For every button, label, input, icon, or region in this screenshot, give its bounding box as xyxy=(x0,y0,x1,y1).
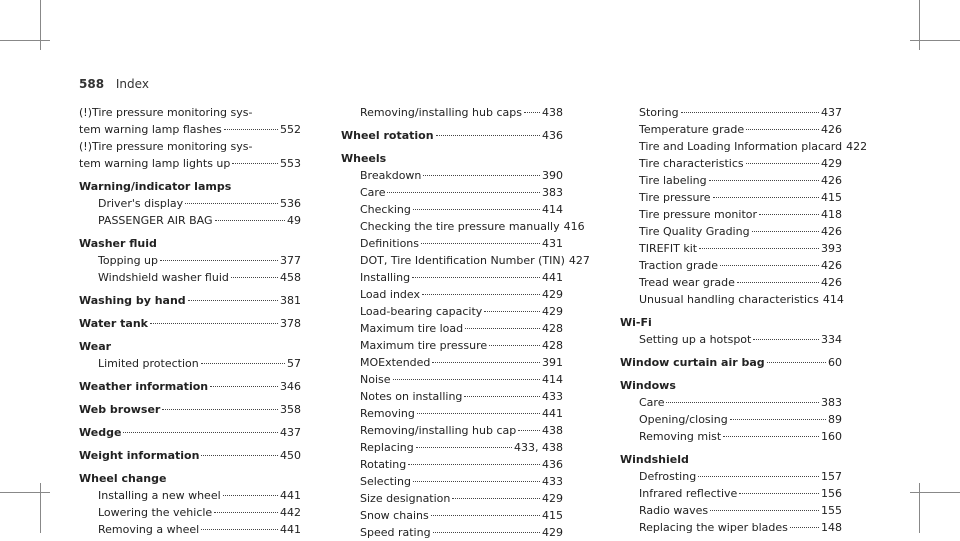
index-subentry[interactable]: Load index 429 xyxy=(360,288,563,301)
index-entry[interactable]: tem warning lamp lights up 553 xyxy=(79,157,301,170)
index-subentry[interactable]: Snow chains 415 xyxy=(360,509,563,522)
index-subentry[interactable]: Temperature grade 426 xyxy=(639,123,842,136)
page-number: 588 xyxy=(79,77,105,91)
index-subentry[interactable]: Load-bearing capacity 429 xyxy=(360,305,563,318)
index-entry[interactable]: Web browser 358 xyxy=(79,403,301,416)
index-subentry[interactable]: Unusual handling characteristics 414 xyxy=(639,293,844,306)
index-subentry[interactable]: Topping up 377 xyxy=(98,254,301,267)
index-subentry[interactable]: Opening/closing 89 xyxy=(639,413,842,426)
index-subentry[interactable]: Removing/installing hub caps 438 xyxy=(360,106,563,119)
index-subentry[interactable]: Storing 437 xyxy=(639,106,842,119)
index-subentry[interactable]: Limited protection 57 xyxy=(98,357,301,370)
crop-mark xyxy=(910,492,960,493)
index-subentry[interactable]: Infrared reflective 156 xyxy=(639,487,842,500)
index-subentry[interactable]: Setting up a hotspot 334 xyxy=(639,333,842,346)
index-subentry[interactable]: Traction grade 426 xyxy=(639,259,842,272)
crop-mark xyxy=(40,0,41,50)
index-column-3 xyxy=(620,104,868,536)
index-heading: Warning/indicator lamps xyxy=(79,180,232,193)
index-subentry[interactable]: Replacing 433, 438 xyxy=(360,441,563,454)
index-heading: Wheel change xyxy=(79,472,167,485)
index-entry[interactable]: Weather information 346 xyxy=(79,380,301,393)
index-subentry[interactable]: Replacing the wiper blades 148 xyxy=(639,521,842,534)
index-heading: Wi-Fi xyxy=(620,316,652,329)
index-subentry[interactable]: MOExtended 391 xyxy=(360,356,563,369)
index-subentry[interactable]: Rotating 436 xyxy=(360,458,563,471)
index-heading: Washer fluid xyxy=(79,237,157,250)
index-entry[interactable]: (!)Tire pressure monitoring sys- xyxy=(79,140,253,153)
index-entry[interactable]: tem warning lamp flashes 552 xyxy=(79,123,301,136)
index-entry[interactable]: (!)Tire pressure monitoring sys- xyxy=(79,106,253,119)
page-header xyxy=(79,77,149,91)
index-subentry[interactable]: Defrosting 157 xyxy=(639,470,842,483)
index-subentry[interactable]: Removing a wheel 441 xyxy=(98,523,301,536)
crop-mark xyxy=(919,483,920,533)
index-subentry[interactable]: Installing 441 xyxy=(360,271,563,284)
index-subentry[interactable]: Checking the tire pressure manually 416 xyxy=(360,220,585,233)
tire-pressure-warning-icon: (!) xyxy=(79,106,92,119)
index-subentry[interactable]: Installing a new wheel 441 xyxy=(98,489,301,502)
index-subentry[interactable]: Noise 414 xyxy=(360,373,563,386)
index-subentry[interactable]: Windshield washer fluid 458 xyxy=(98,271,301,284)
index-subentry[interactable]: Radio waves 155 xyxy=(639,504,842,517)
index-subentry[interactable]: Tire and Loading Information placard 422 xyxy=(639,140,868,153)
wheels-subentries-continued xyxy=(620,104,868,308)
index-heading: Wear xyxy=(79,340,112,353)
index-subentry[interactable]: Driver's display 536 xyxy=(98,197,301,210)
index-subentry[interactable]: Speed rating 429 xyxy=(360,526,563,539)
index-subentry[interactable]: Removing 441 xyxy=(360,407,563,420)
index-subentry[interactable]: Tire pressure monitor 418 xyxy=(639,208,842,221)
index-entry[interactable]: Water tank 378 xyxy=(79,317,301,330)
wheels-subentries xyxy=(341,167,590,541)
index-subentry[interactable]: Maximum tire pressure 428 xyxy=(360,339,563,352)
index-entry[interactable]: Weight information 450 xyxy=(79,449,301,462)
index-subentry[interactable]: PASSENGER AIR BAG 49 xyxy=(98,214,301,227)
index-entry[interactable]: Window curtain air bag 60 xyxy=(620,356,842,369)
crop-mark xyxy=(40,483,41,533)
index-subentry[interactable]: Checking 414 xyxy=(360,203,563,216)
index-heading: Wheels xyxy=(341,152,387,165)
tire-pressure-warning-icon: (!) xyxy=(79,140,92,153)
index-heading: Windshield xyxy=(620,453,689,466)
index-subentry[interactable]: Tire labeling 426 xyxy=(639,174,842,187)
index-subentry[interactable]: Tire Quality Grading 426 xyxy=(639,225,842,238)
index-subentry[interactable]: Care 383 xyxy=(639,396,842,409)
index-subentry[interactable]: Maximum tire load 428 xyxy=(360,322,563,335)
index-subentry[interactable]: DOT, Tire Identification Number (TIN) 427 xyxy=(360,254,590,267)
index-entry[interactable]: Wheel rotation 436 xyxy=(341,129,563,142)
index-subentry[interactable]: TIREFIT kit 393 xyxy=(639,242,842,255)
index-entry[interactable]: Washing by hand 381 xyxy=(79,294,301,307)
crop-mark xyxy=(919,0,920,50)
index-entry[interactable]: Wedge 437 xyxy=(79,426,301,439)
index-subentry[interactable]: Breakdown 390 xyxy=(360,169,563,182)
index-subentry[interactable]: Tire characteristics 429 xyxy=(639,157,842,170)
index-subentry[interactable]: Size designation 429 xyxy=(360,492,563,505)
crop-mark xyxy=(0,492,50,493)
index-subentry[interactable]: Lowering the vehicle 442 xyxy=(98,506,301,519)
index-column-2 xyxy=(341,104,590,541)
index-subentry[interactable]: Tire pressure 415 xyxy=(639,191,842,204)
crop-mark xyxy=(0,40,50,41)
index-subentry[interactable]: Tread wear grade 426 xyxy=(639,276,842,289)
index-subentry[interactable]: Care 383 xyxy=(360,186,563,199)
index-subentry[interactable]: Definitions 431 xyxy=(360,237,563,250)
index-subentry[interactable]: Removing/installing hub cap 438 xyxy=(360,424,563,437)
index-column-1 xyxy=(79,104,301,538)
section-title: Index xyxy=(115,77,149,91)
index-subentry[interactable]: Removing mist 160 xyxy=(639,430,842,443)
index-subentry[interactable]: Selecting 433 xyxy=(360,475,563,488)
index-heading: Windows xyxy=(620,379,676,392)
crop-mark xyxy=(910,40,960,41)
index-subentry[interactable]: Notes on installing 433 xyxy=(360,390,563,403)
